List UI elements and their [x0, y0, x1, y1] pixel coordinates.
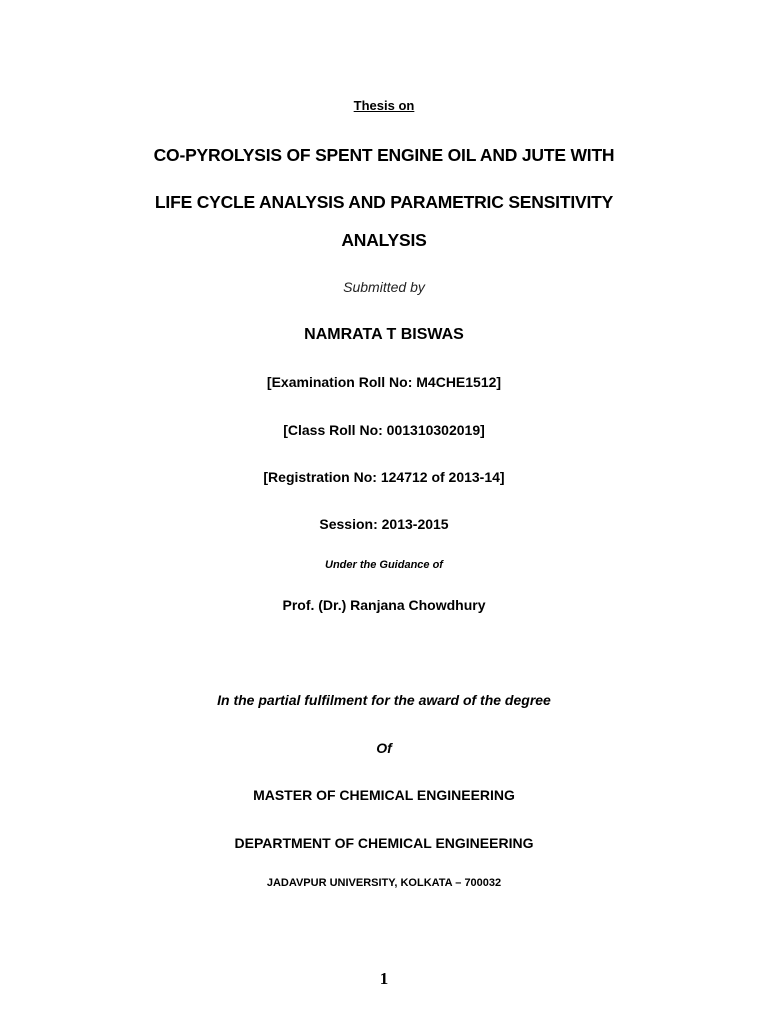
author-name: NAMRATA T BISWAS: [304, 326, 464, 343]
thesis-title-line-2: LIFE CYCLE ANALYSIS AND PARAMETRIC SENSITIVITY: [154, 192, 614, 212]
examination-roll-number: [Examination Roll No: M4CHE1512]: [266, 374, 502, 390]
degree-name: MASTER OF CHEMICAL ENGINEERING: [253, 787, 515, 803]
class-roll-number: [Class Roll No: 001310302019]: [283, 422, 485, 438]
submitted-by-label: Submitted by: [343, 279, 425, 295]
of-label: Of: [376, 740, 392, 756]
page-number: 1: [379, 969, 389, 988]
university-address: JADAVPUR UNIVERSITY, KOLKATA – 700032: [266, 877, 502, 889]
guide-name: Prof. (Dr.) Ranjana Chowdhury: [282, 597, 486, 613]
thesis-title-line-3: ANALYSIS: [341, 230, 427, 250]
registration-number: [Registration No: 124712 of 2013-14]: [263, 469, 505, 485]
thesis-heading: Thesis on: [353, 98, 415, 113]
thesis-title-line-1: CO-PYROLYSIS OF SPENT ENGINE OIL AND JUTE WITH: [153, 145, 615, 165]
fulfilment-statement: In the partial fulfilment for the award of the degree: [217, 692, 551, 708]
session-years: Session: 2013-2015: [319, 516, 449, 532]
department-name: DEPARTMENT OF CHEMICAL ENGINEERING: [234, 835, 534, 851]
guidance-label: Under the Guidance of: [325, 559, 443, 571]
